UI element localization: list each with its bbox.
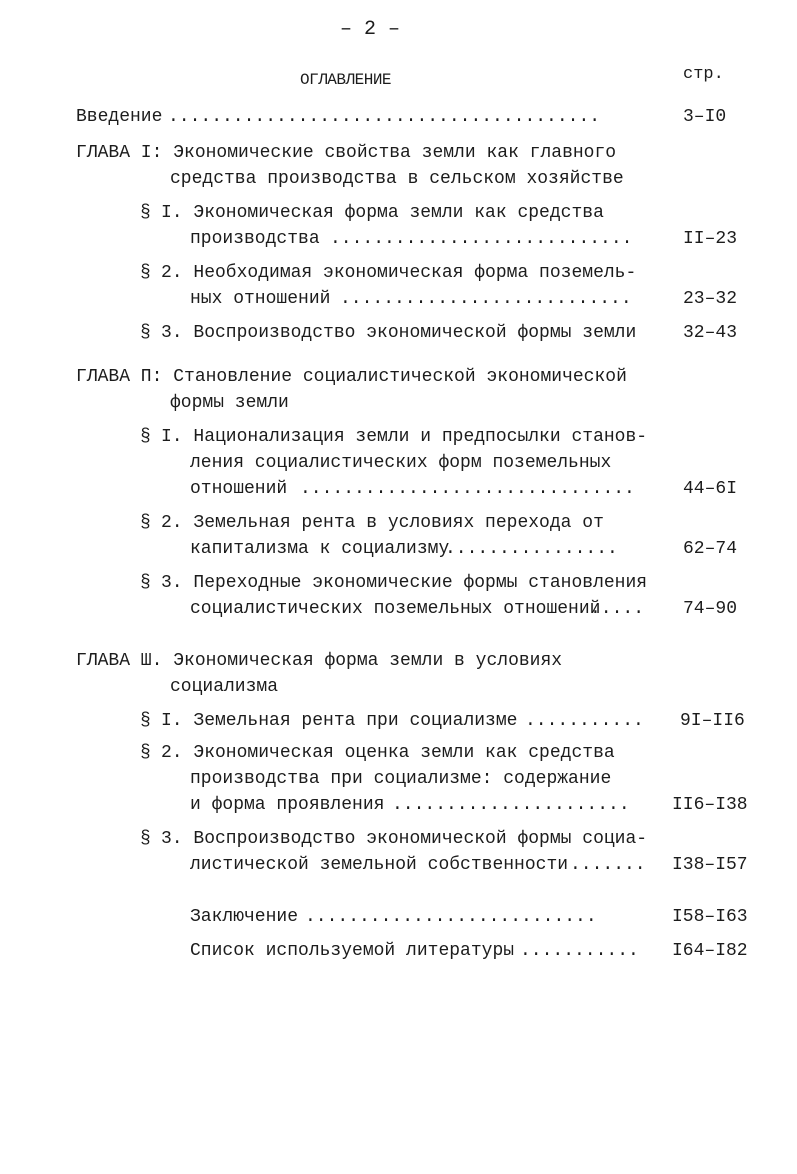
toc-pages: I38–I57 <box>672 855 748 875</box>
section-sign: § <box>140 323 151 343</box>
toc-dots: ..... <box>590 599 645 619</box>
page-number: – 2 – <box>340 18 401 41</box>
section-sign: § <box>140 743 151 763</box>
toc-entry-2-1: I. Национализация земли и предпосылки станов- <box>161 427 648 447</box>
toc-entry-3-2-cont2: и форма проявления <box>190 795 385 815</box>
toc-dots: ............................... <box>300 479 635 499</box>
page-column-header: стр. <box>683 65 724 84</box>
toc-entry-3-2: 2. Экономическая оценка земли как средства <box>161 743 615 763</box>
chapter-2-heading-cont: формы земли <box>170 393 289 413</box>
toc-entry-conclusion: Заключение <box>190 907 299 927</box>
toc-pages: 32–43 <box>683 323 738 343</box>
section-sign: § <box>140 513 151 533</box>
toc-entry-3-3-cont: листической земельной собственности <box>190 855 569 875</box>
toc-entry-3-2-cont: производства при социализме: содержание <box>190 769 612 789</box>
section-sign: § <box>140 203 151 223</box>
toc-pages: 74–90 <box>683 599 738 619</box>
toc-entry-1-2-cont: ных отношений <box>190 289 331 309</box>
toc-entry-2-3: 3. Переходные экономические формы становления <box>161 573 648 593</box>
toc-entry-2-3-cont: социалистических поземельных отношений <box>190 599 601 619</box>
toc-dots: ...................... <box>392 795 630 815</box>
toc-dots: ....... <box>570 855 646 875</box>
toc-entry-1-2: 2. Необходимая экономическая форма поземель- <box>161 263 637 283</box>
section-sign: § <box>140 829 151 849</box>
toc-dots: ........... <box>520 941 639 961</box>
chapter-2-heading: ГЛАВА П: Становление социалистической экономической <box>76 367 627 387</box>
section-sign: § <box>140 573 151 593</box>
toc-entry-2-1-cont: ления социалистических форм поземельных <box>190 453 612 473</box>
toc-pages: I64–I82 <box>672 941 748 961</box>
section-sign: § <box>140 711 151 731</box>
toc-dots: ........................... <box>305 907 597 927</box>
toc-dots: ................ <box>445 539 618 559</box>
toc-entry-3-3: 3. Воспроизводство экономической формы социа- <box>161 829 648 849</box>
toc-pages: II6–I38 <box>672 795 748 815</box>
toc-dots: ............................ <box>330 229 633 249</box>
toc-pages: II–23 <box>683 229 738 249</box>
chapter-3-heading-cont: социализма <box>170 677 279 697</box>
toc-entry-2-2: 2. Земельная рента в условиях перехода от <box>161 513 604 533</box>
toc-entry-1-3: 3. Воспроизводство экономической формы земли <box>161 323 637 343</box>
toc-entry-intro: Введение <box>76 107 163 127</box>
toc-dots: ........................................ <box>168 107 601 127</box>
toc-entry-1-1: I. Экономическая форма земли как средства <box>161 203 604 223</box>
chapter-3-heading: ГЛАВА Ш. Экономическая форма земли в условиях <box>76 651 563 671</box>
toc-entry-2-2-cont: капитализма к социализму <box>190 539 450 559</box>
toc-pages: 9I–II6 <box>680 711 745 731</box>
toc-pages: 44–6I <box>683 479 738 499</box>
toc-dots: ........... <box>525 711 644 731</box>
toc-pages: I58–I63 <box>672 907 748 927</box>
toc-pages: 23–32 <box>683 289 738 309</box>
toc-entry-1-1-cont: производства <box>190 229 320 249</box>
toc-entry-literature: Список используемой литературы <box>190 941 515 961</box>
toc-entry-3-1: I. Земельная рента при социализме <box>161 711 518 731</box>
toc-title: ОГЛАВЛЕНИЕ <box>300 71 392 89</box>
section-sign: § <box>140 427 151 447</box>
chapter-1-heading-cont: средства производства в сельском хозяйстве <box>170 169 624 189</box>
toc-dots: ........................... <box>340 289 632 309</box>
toc-pages: 3–I0 <box>683 107 727 127</box>
section-sign: § <box>140 263 151 283</box>
toc-entry-2-1-cont2: отношений <box>190 479 288 499</box>
chapter-1-heading: ГЛАВА I: Экономические свойства земли как главного <box>76 143 617 163</box>
toc-pages: 62–74 <box>683 539 738 559</box>
